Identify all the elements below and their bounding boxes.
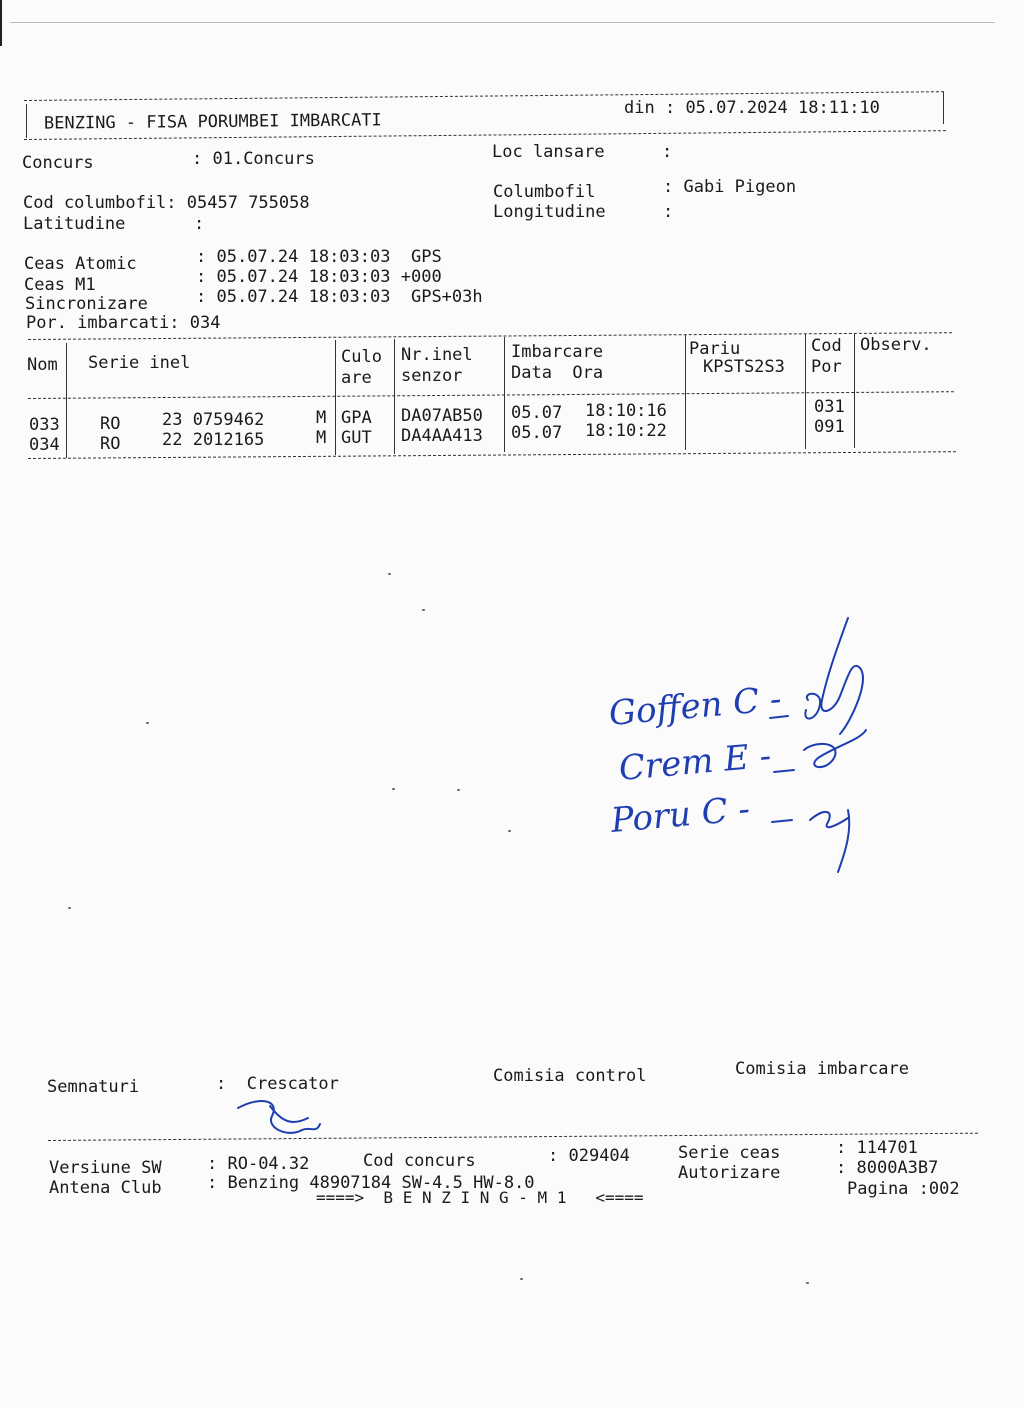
ceas-atomic-label: Ceas Atomic — [24, 254, 137, 274]
scan-speck — [388, 573, 391, 575]
cell-date: 05.07 — [511, 423, 563, 443]
concurs-value: : 01.Concurs — [192, 149, 315, 169]
cell-color: GPA — [341, 408, 372, 428]
col-sep-nom — [66, 343, 67, 458]
crescator-label: : Crescator — [216, 1074, 339, 1094]
th-observ: Observ. — [860, 335, 932, 355]
longitudine-value: : — [663, 202, 684, 222]
th-pariu-2: KPSTS2S3 — [703, 357, 785, 377]
comisia-imbarcare-label: Comisia imbarcare — [735, 1059, 909, 1079]
col-sep-nrinel — [504, 337, 505, 452]
th-cod-1: Cod — [811, 336, 842, 356]
ceas-atomic-value: : 05.07.24 18:03:03 GPS — [196, 247, 442, 267]
header-left-edge — [26, 104, 27, 138]
sincronizare-label: Sincronizare — [25, 294, 148, 314]
col-sep-culoare — [394, 339, 395, 454]
autorizare-label: Autorizare — [678, 1163, 781, 1183]
cell-sex: M — [316, 408, 327, 428]
cell-nom: 034 — [29, 435, 60, 455]
serie-ceas-label: Serie ceas — [678, 1143, 781, 1163]
th-serie-inel: Serie inel — [88, 353, 191, 373]
latitudine-label: Latitudine — [23, 214, 126, 234]
th-imbarcare-2: Data Ora — [511, 363, 604, 383]
th-pariu-1: Pariu — [689, 339, 741, 359]
concurs-label: Concurs — [22, 153, 94, 173]
scan-speck — [457, 789, 460, 791]
th-culoare-2: are — [341, 368, 372, 388]
scan-speck — [392, 788, 395, 790]
cell-date: 05.07 — [511, 403, 563, 423]
pagina-label: Pagina :002 — [847, 1179, 960, 1199]
cell-sex: M — [316, 428, 327, 448]
col-sep-pariu — [805, 334, 806, 449]
scan-speck — [146, 722, 149, 724]
th-nrinel-1: Nr.inel — [401, 345, 473, 365]
header-date-value: 05.07.2024 18:11:10 — [685, 98, 880, 118]
handwriting-line-3: Poru C - — [609, 788, 752, 841]
antena-club-value: : Benzing 48907184 SW-4.5 HW-8.0 — [207, 1173, 535, 1193]
loc-lansare-label: Loc lansare — [492, 142, 605, 162]
pagina-value: 002 — [928, 1179, 960, 1199]
versiune-sw-label: Versiune SW — [49, 1158, 162, 1178]
serie-ceas-value: : 114701 — [836, 1138, 918, 1158]
th-nrinel-2: senzor — [401, 366, 463, 386]
cell-time: 18:10:22 — [585, 421, 667, 441]
cod-concurs-value: : 029404 — [548, 1146, 630, 1166]
cod-columbofil-label: Cod columbofil: 05457 755058 — [23, 193, 310, 213]
columbofil-label: Columbofil — [493, 182, 596, 202]
cod-columbofil-value: 05457 755058 — [186, 193, 310, 213]
col-sep-serie — [335, 340, 336, 455]
cell-color: GUT — [341, 428, 372, 448]
th-cod-2: Por — [811, 357, 842, 377]
ceas-m1-value: : 05.07.24 18:03:03 +000 — [196, 267, 442, 287]
cell-sensor: DA07AB50 — [401, 406, 483, 426]
crescator-signature — [230, 1094, 330, 1144]
scan-speck — [806, 1282, 809, 1284]
th-nom: Nom — [27, 355, 58, 375]
th-culoare-1: Culo — [341, 347, 382, 367]
comisia-control-label: Comisia control — [493, 1066, 647, 1086]
latitudine-value: : — [194, 214, 215, 234]
porumbei-imbarcati: Por. imbarcati: 034 — [26, 313, 221, 333]
cell-country: RO — [100, 414, 121, 434]
cell-sensor: DA4AA413 — [401, 426, 483, 446]
col-sep-imbarcare — [685, 335, 686, 450]
scan-speck — [68, 907, 71, 909]
handwriting-line-1: Goffen C - — [607, 679, 783, 734]
header-date-label: din : 05.07.2024 18:11:10 — [624, 98, 880, 118]
porumbei-imbarcati-value: 034 — [189, 313, 221, 333]
autorizare-value: : 8000A3B7 — [836, 1158, 939, 1178]
cell-cod: 091 — [814, 417, 845, 437]
antena-club-label: Antena Club — [49, 1178, 162, 1198]
handwriting-line-2: Crem E - — [617, 735, 773, 789]
sincronizare-value: : 05.07.24 18:03:03 GPS+03h — [196, 287, 483, 307]
footer-banner: ====> B E N Z I N G - M 1 <==== — [316, 1188, 644, 1207]
cell-time: 18:10:16 — [585, 401, 667, 421]
scan-speck — [422, 609, 425, 611]
scan-edge — [0, 0, 2, 46]
loc-lansare-value: : — [662, 142, 683, 162]
semnaturi-label: Semnaturi — [47, 1077, 140, 1097]
handwritten-signatures — [590, 600, 910, 890]
ceas-m1-label: Ceas M1 — [24, 275, 96, 295]
header-right-edge — [943, 92, 944, 124]
scan-speck — [508, 830, 511, 832]
scan-speck — [520, 1278, 523, 1280]
cell-ring: 22 2012165 — [162, 430, 265, 450]
th-imbarcare-1: Imbarcare — [511, 342, 604, 362]
col-sep-cod — [854, 333, 855, 448]
cell-country: RO — [100, 434, 121, 454]
cell-nom: 033 — [29, 415, 60, 435]
scan-top-rule — [10, 22, 995, 23]
document-title: BENZING - FISA PORUMBEI IMBARCATI — [43, 110, 382, 134]
table-bottom-border — [28, 451, 956, 459]
longitudine-label: Longitudine — [493, 202, 606, 222]
columbofil-value: : Gabi Pigeon — [663, 177, 797, 197]
cell-cod: 031 — [814, 397, 845, 417]
cod-concurs-label: Cod concurs — [363, 1151, 476, 1171]
versiune-sw-value: : RO-04.32 — [207, 1154, 310, 1174]
cell-ring: 23 0759462 — [162, 410, 265, 430]
